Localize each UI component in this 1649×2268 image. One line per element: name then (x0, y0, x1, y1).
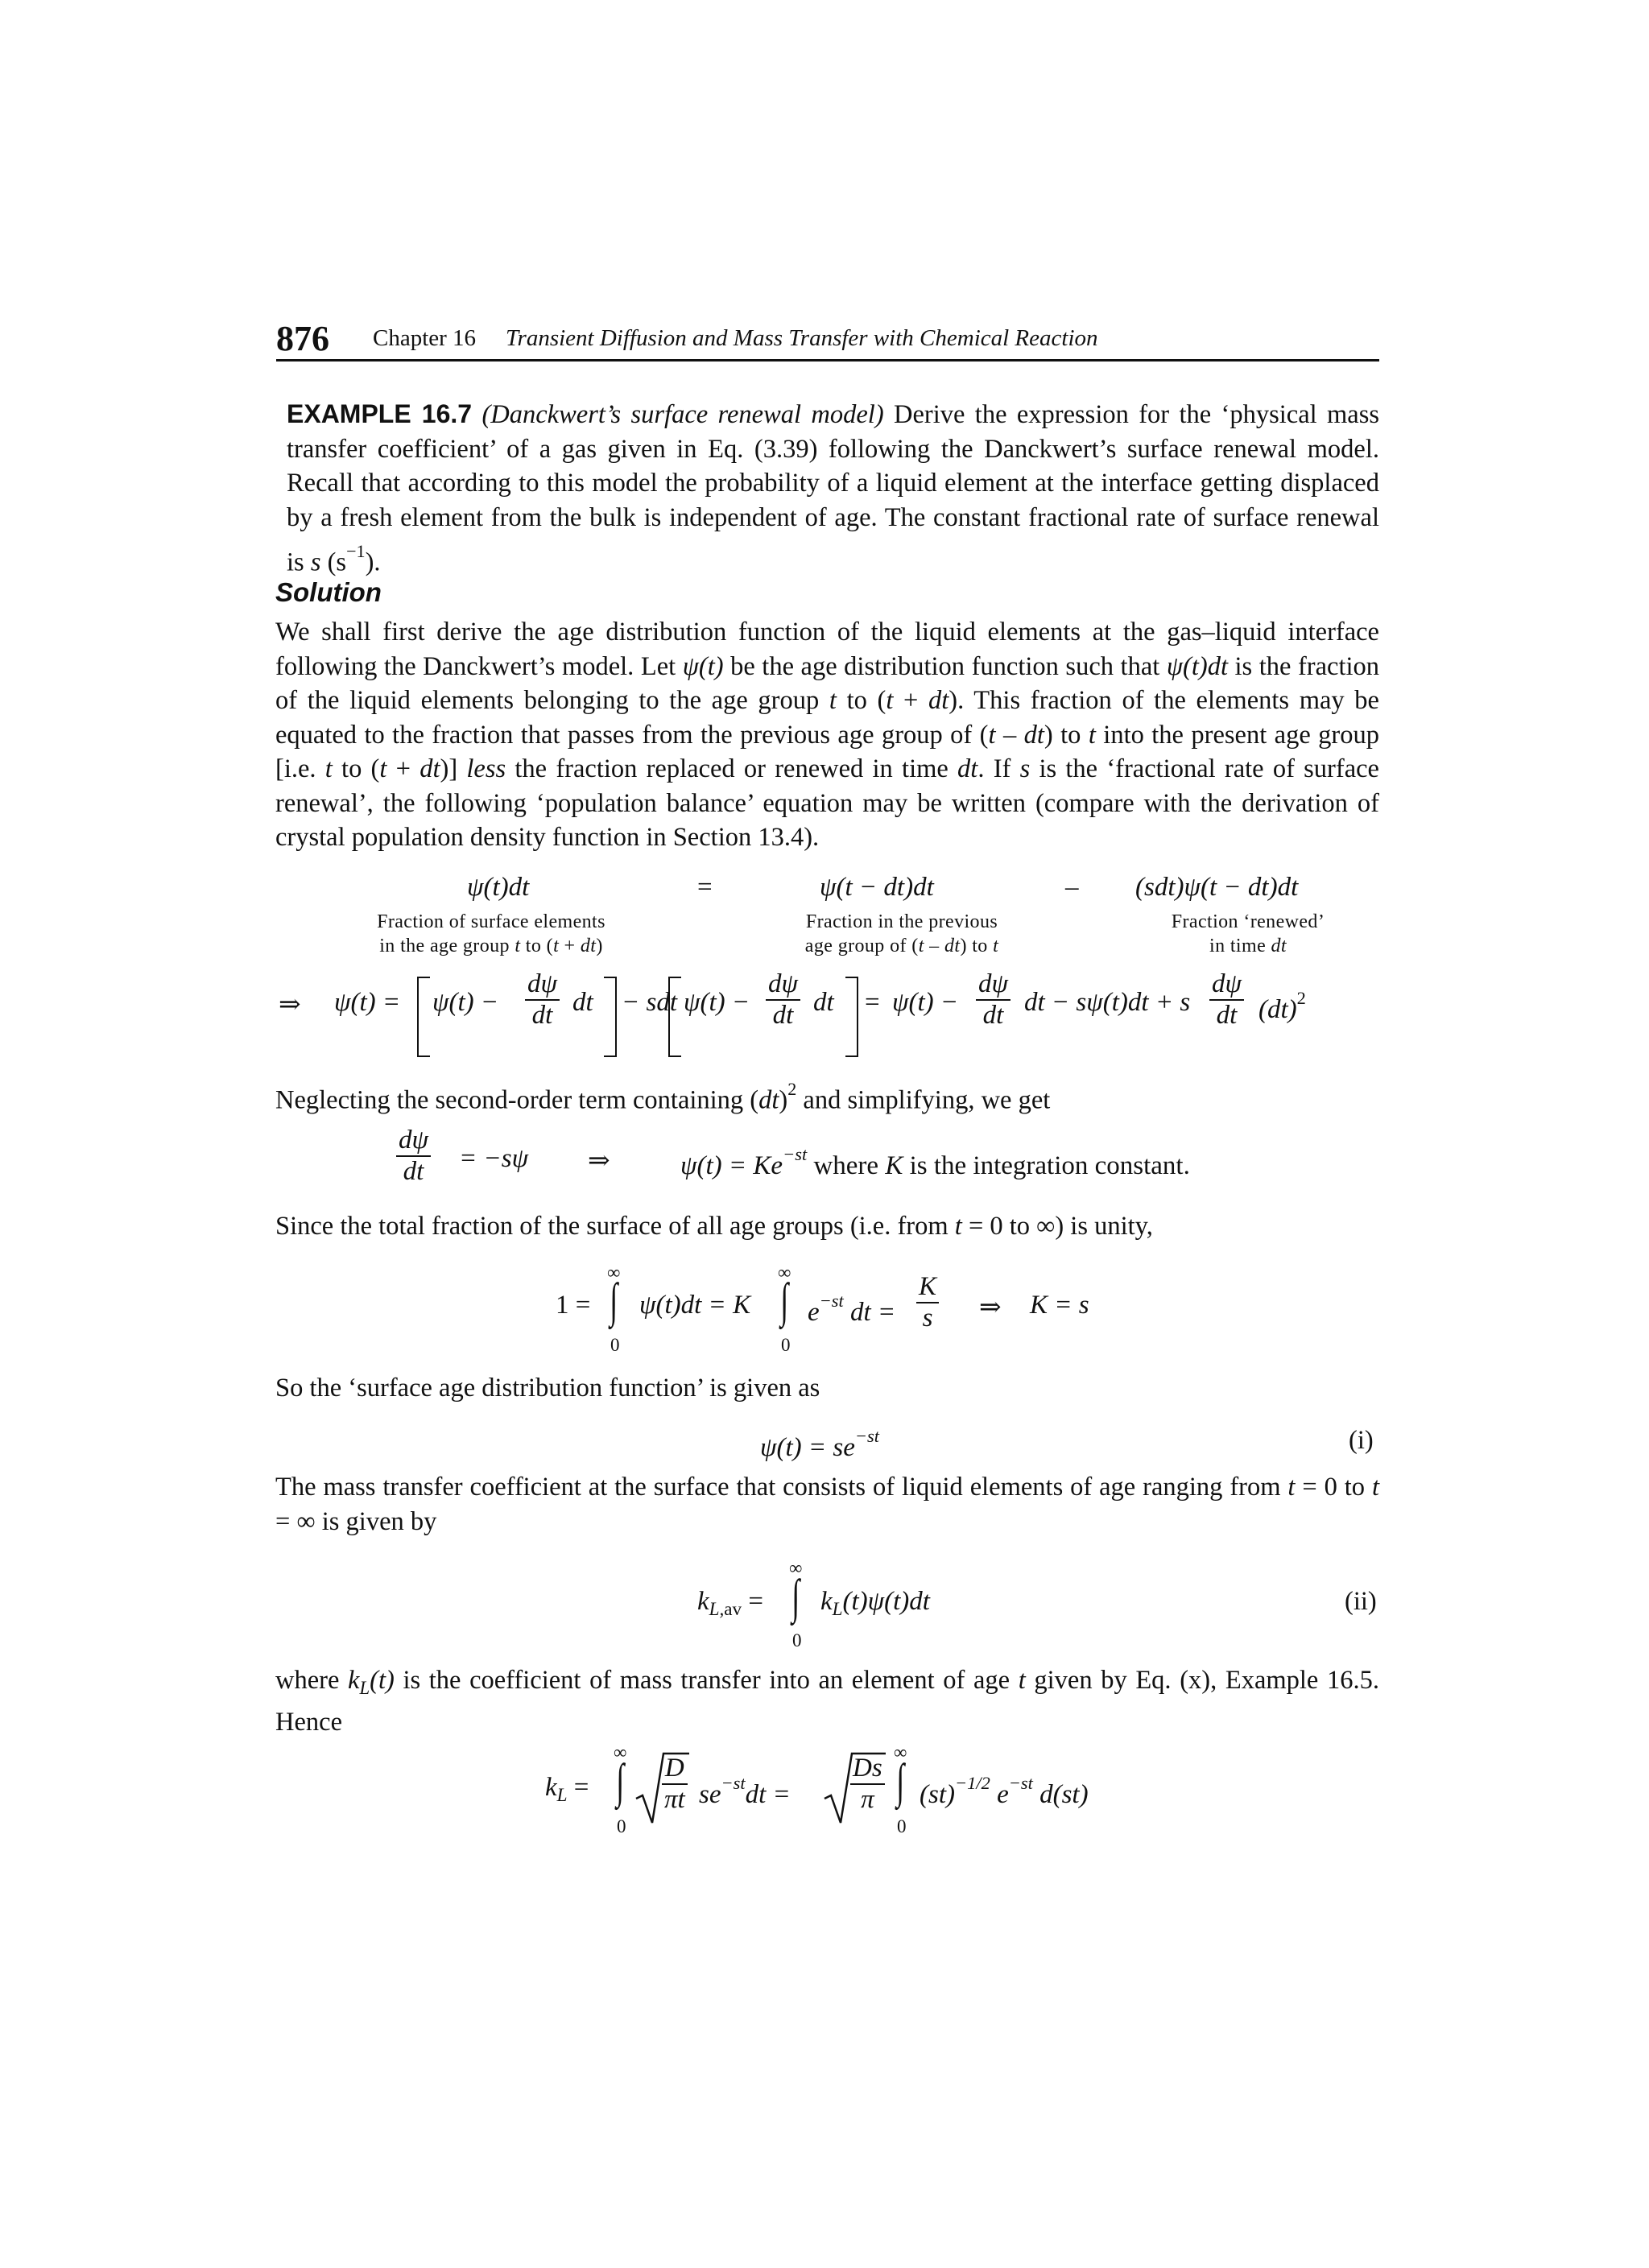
expansion-minus-sdt: − sdt (622, 988, 678, 1017)
paragraph-run: s (1019, 754, 1031, 783)
paragraph-run: ψ(t)dt (1166, 651, 1228, 681)
integral-sign-5: ∫ (896, 1754, 905, 1807)
page-number: 876 (276, 319, 329, 358)
running-chapter: Chapter 16 (373, 325, 477, 351)
right-bracket-2 (845, 977, 858, 1057)
integral-sign-3: ∫ (791, 1570, 800, 1623)
solution-heading: Solution (275, 577, 382, 607)
unit-close: ). (365, 547, 381, 577)
expansion-rhs-mid: dt − sψ(t)dt + s (1024, 988, 1191, 1017)
norm-lhs: 1 = (556, 1291, 591, 1320)
paragraph-run: t (886, 686, 894, 715)
neglect-text: Neglecting the second-order term containing (dt)$^2$ and simplifying, we get (275, 1079, 1051, 1115)
expansion-psi-1: ψ(t) − (432, 988, 499, 1017)
ode-fraction: $\frac{d\psi}{dt}$ (396, 1126, 431, 1187)
distribution-function: $\psi(t) = se^{-st}$ (760, 1426, 880, 1462)
final-tail: (st)$^{-1/2}$ $e^{-st}$ d(st) (920, 1773, 1089, 1809)
paragraph-run: less (466, 754, 506, 783)
ode-implies: ⇒ (588, 1146, 610, 1175)
balance-equals: = (697, 873, 713, 902)
caption-2-line-1: Fraction in the previous (805, 911, 998, 932)
sqrt-fraction-2: $\frac{Ds}{\pi}$ (850, 1754, 885, 1815)
avg-lhs: $k_{L,av}$ = (697, 1587, 763, 1619)
avg-upper-limit: ∞ (789, 1558, 803, 1578)
expansion-frac-4: $\frac{d\psi}{dt}$ (1209, 969, 1244, 1031)
balance-term-2: ψ(t − dt)dt (820, 873, 934, 902)
left-bracket-2 (668, 977, 681, 1057)
expansion-rhs-psi: ψ(t) − (892, 988, 959, 1017)
paragraph-run: t (829, 686, 837, 715)
expansion-rhs-tail: (dt)$^2$ (1258, 988, 1306, 1024)
right-bracket-1 (604, 977, 617, 1057)
paragraph-run: ). This fraction of the elements may be equated to the fraction that passes from the previous age group of ( (275, 686, 1379, 750)
expansion-dt-1: dt (572, 988, 593, 1017)
caption-renewed (1127, 910, 1369, 958)
norm-integral-2: $e^{-st}$ dt = (808, 1291, 896, 1327)
ode-rhs: = −sψ (459, 1144, 529, 1173)
expansion-frac-2: $\frac{d\psi}{dt}$ (766, 969, 800, 1031)
final-lower-limit-2: 0 (897, 1816, 907, 1836)
caption-3-line-1: Fraction ‘renewed’ (1171, 911, 1325, 932)
paragraph-run: dt (419, 754, 440, 783)
final-upper-limit-1: ∞ (614, 1742, 627, 1762)
running-title: Transient Diffusion and Mass Transfer with Chemical Reaction (506, 325, 1098, 351)
paragraph-run: . If (977, 754, 1020, 783)
example-label: EXAMPLE 16.7 (287, 399, 473, 428)
paragraph-run: t (1088, 720, 1096, 750)
final-middle: $se^{-st}dt$ = (699, 1773, 791, 1809)
paragraph-run: to ( (836, 686, 886, 715)
left-bracket-1 (417, 977, 430, 1057)
paragraph-run: )] (440, 754, 467, 783)
expansion-implies: ⇒ (279, 990, 301, 1019)
paragraph-run: We shall first derive the age distribution function of the liquid elements at the gas–liquid interface following the Danckwert’s model. Let (275, 618, 1379, 681)
solution-paragraph (275, 615, 1379, 855)
caption-previous-group (765, 910, 1039, 958)
paragraph-run: t (324, 754, 333, 783)
paragraph-run: the fraction replaced or renewed in time (506, 754, 958, 783)
final-upper-limit-2: ∞ (894, 1742, 907, 1762)
ode-solution: $\psi(t) = Ke^{-st}$ where K is the integration constant. (680, 1144, 1190, 1180)
paragraph-run: dt (928, 686, 949, 715)
paragraph-run: be the age distribution function such that (723, 651, 1167, 681)
caption-1-line-1: Fraction of surface elements (377, 911, 605, 932)
paragraph-run: t (379, 754, 387, 783)
avg-integrand: $k_L(t)\psi(t)dt$ (820, 1587, 930, 1619)
paragraph-run: is the ‘fractional rate of surface renewal’, the following ‘population balance’ equation may be written (compare with the derivation of crystal population density function in Section 13.4). (275, 754, 1379, 852)
where-text: where $k_L(t)$ is the coefficient of mass transfer into an element of age t given by Eq. (x), Example 16.5. Hence (275, 1666, 1379, 1737)
caption-surface-elements (338, 910, 644, 958)
norm-lower-limit-1: 0 (610, 1335, 620, 1355)
caption-1-line-2: in the age group t to (t + dt) (379, 936, 603, 956)
example-subtitle: (Danckwert’s surface renewal model) (481, 400, 884, 429)
example-statement (287, 397, 1379, 580)
norm-implies: ⇒ (979, 1293, 1002, 1322)
header-rule (276, 359, 1379, 361)
paragraph-run: ψ(t) (682, 651, 724, 681)
integral-sign-4: ∫ (616, 1754, 625, 1807)
unit-exponent: −1 (346, 541, 366, 561)
expansion-frac-3: $\frac{d\psi}{dt}$ (976, 969, 1010, 1031)
paragraph-run: to ( (332, 754, 380, 783)
norm-upper-limit-1: ∞ (607, 1262, 621, 1283)
sqrt-fraction-1: $\frac{D}{\pi t}$ (662, 1754, 688, 1815)
since-text: Since the total fraction of the surface of all age groups (i.e. from t = 0 to ∞) is unity, (275, 1212, 1153, 1241)
expansion-frac-1: $\frac{d\psi}{dt}$ (525, 969, 560, 1031)
paragraph-run: + (893, 686, 929, 715)
equation-number-ii: (ii) (1345, 1587, 1377, 1616)
paragraph-run: t (988, 720, 996, 750)
integral-sign-1: ∫ (610, 1274, 618, 1327)
norm-fraction: $\frac{K}{s}$ (916, 1272, 939, 1333)
expansion-dt-2: dt (813, 988, 834, 1017)
paragraph-run: ) to (1044, 720, 1089, 750)
paragraph-run: dt (1023, 720, 1044, 750)
final-lower-limit-1: 0 (617, 1816, 626, 1836)
integral-sign-2: ∫ (780, 1274, 789, 1327)
balance-term-3: (sdt)ψ(t − dt)dt (1135, 873, 1299, 902)
rate-symbol: s (310, 547, 321, 577)
equation-number-i: (i) (1349, 1426, 1374, 1455)
avg-lower-limit: 0 (792, 1630, 802, 1650)
paragraph-run: is the fraction of the liquid elements belonging to the age group (275, 651, 1380, 715)
balance-term-1: ψ(t)dt (467, 873, 530, 902)
balance-minus: – (1065, 873, 1079, 902)
norm-integral-1: ψ(t)dt = K (639, 1291, 751, 1320)
example-body: Derive the expression for the ‘physical mass transfer coefficient’ of a gas given in Eq. (3.39) following the Danckwert’s surface renewal model. Recall that according to this model the probability of a liquid element at the interface getting displaced by a fresh element from the bulk is independent of age. The constant fractional rate of surface renewal is (287, 400, 1379, 577)
caption-2-line-2: age group of (t – dt) to t (804, 936, 999, 956)
final-lhs: $k_L$ = (545, 1773, 589, 1805)
so-text: So the ‘surface age distribution function’ is given as (275, 1374, 820, 1403)
norm-upper-limit-2: ∞ (778, 1262, 791, 1283)
paragraph-run: – (995, 720, 1024, 750)
expansion-equals: = (865, 988, 880, 1017)
paragraph-run: dt (957, 754, 978, 783)
unit-open: (s (320, 547, 347, 577)
mtc-text: The mass transfer coefficient at the surface that consists of liquid elements of age ranging from t = 0 to t = ∞ is given by (275, 1473, 1379, 1536)
expansion-psi-2: ψ(t) − (684, 988, 750, 1017)
norm-lower-limit-2: 0 (781, 1335, 791, 1355)
paragraph-run: + (386, 754, 420, 783)
paragraph-run: into the present age group [i.e. (275, 720, 1379, 783)
caption-3-line-2: in time dt (1209, 936, 1287, 956)
expansion-lhs: ψ(t) = (334, 988, 401, 1017)
norm-result: K = s (1030, 1291, 1089, 1320)
